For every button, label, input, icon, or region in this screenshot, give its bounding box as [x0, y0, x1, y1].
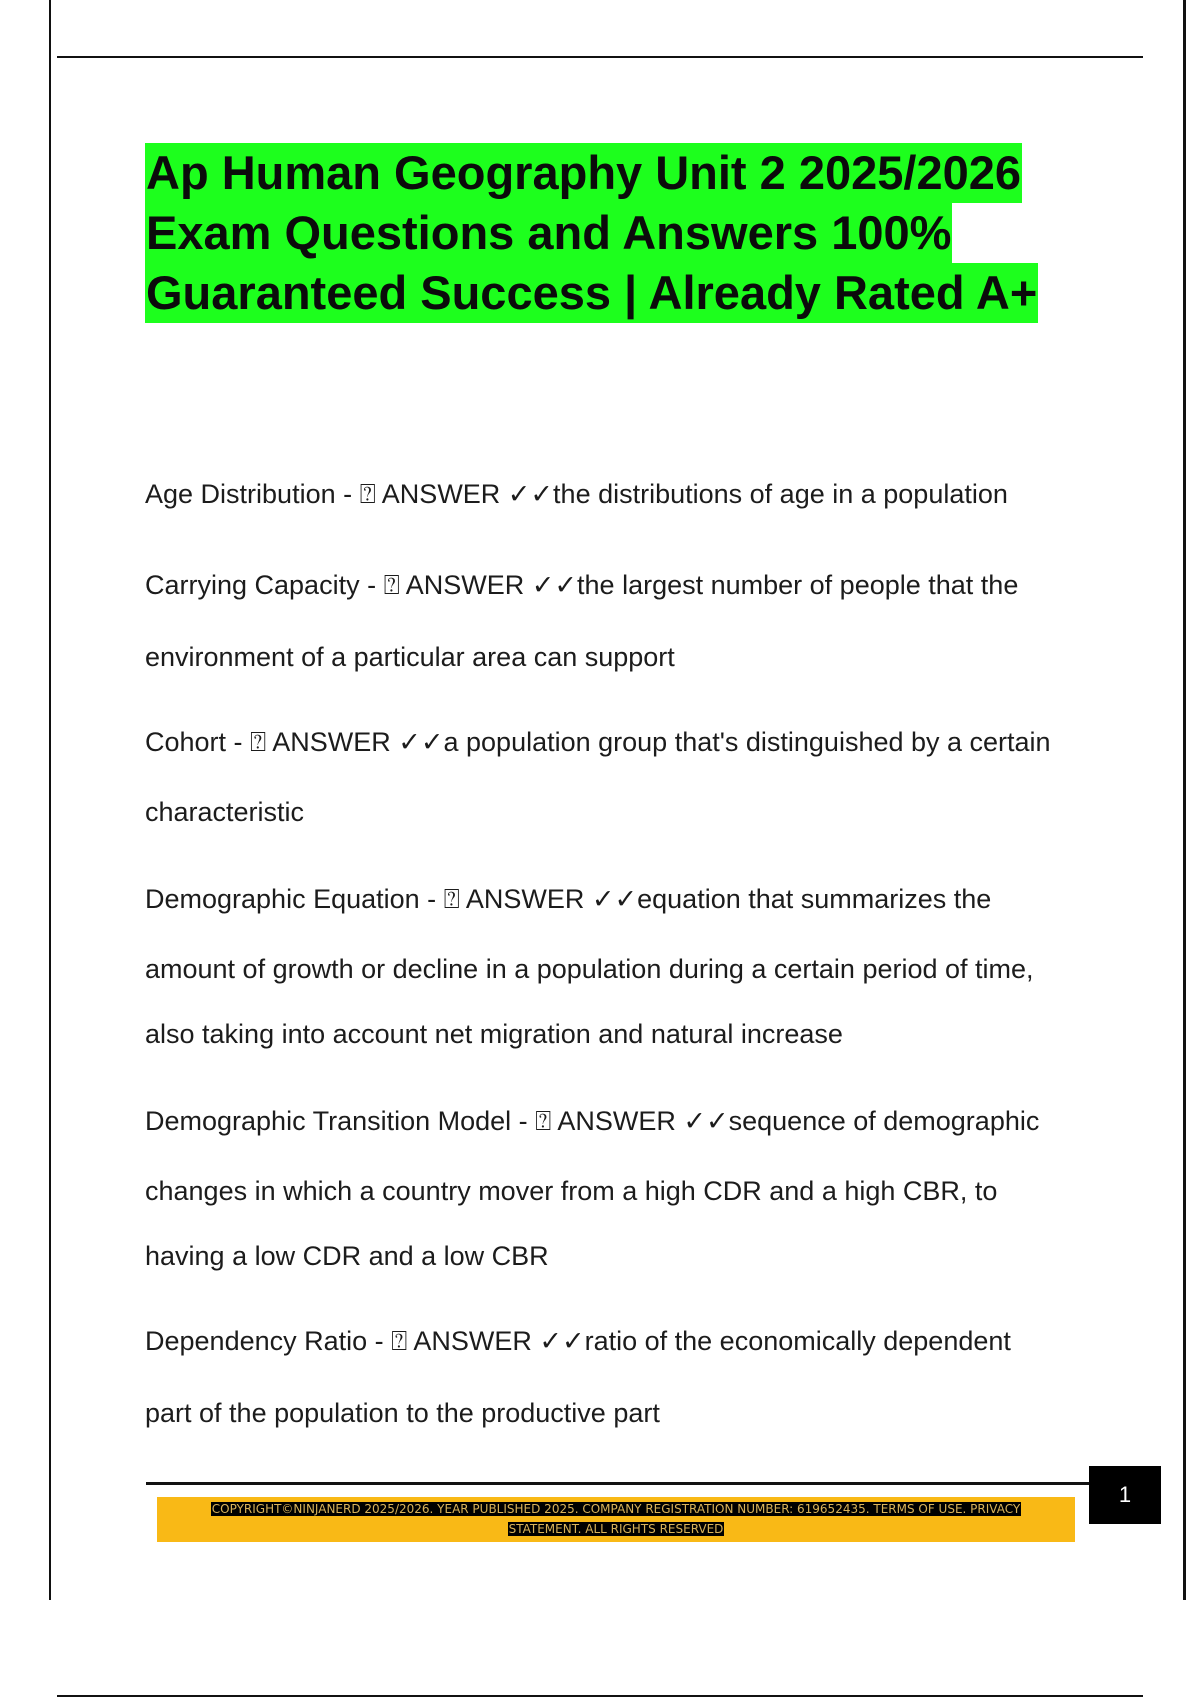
entry-line: Demographic Equation - ⍰ ANSWER ✓✓equation that summarizes the [145, 884, 992, 914]
page-left-border [49, 0, 51, 1600]
page-right-border [1183, 0, 1186, 1600]
copyright-line-2: STATEMENT. ALL RIGHTS RESERVED [508, 1522, 724, 1536]
copyright-line-1: COPYRIGHT©NINJANERD 2025/2026. YEAR PUBLISHED 2025. COMPANY REGISTRATION NUMBER: 619652435. TERMS OF USE. PRIVACY [211, 1502, 1021, 1516]
next-page-top-rule [57, 1695, 1143, 1697]
entry-line: environment of a particular area can support [145, 642, 675, 673]
entry-line: Demographic Transition Model - ⍰ ANSWER ✓✓sequence of demographic [145, 1106, 1040, 1136]
entry-line: changes in which a country mover from a high CDR and a high CBR, to [145, 1176, 998, 1207]
qa-entry-carrying-capacity [145, 569, 1018, 674]
entry-line: amount of growth or decline in a population during a certain period of time, [145, 954, 1034, 985]
entry-line: also taking into account net migration and natural increase [145, 1018, 843, 1049]
qa-entry-demographic-equation [145, 883, 1034, 1050]
entry-line: Age Distribution - ⍰ ANSWER ✓✓the distributions of age in a population [145, 479, 1008, 509]
qa-entry-dependency-ratio [145, 1325, 1011, 1430]
qa-entry-cohort [145, 726, 1051, 829]
entry-line: part of the population to the productive part [145, 1398, 660, 1429]
entry-line: Carrying Capacity - ⍰ ANSWER ✓✓the largest number of people that the [145, 570, 1019, 600]
title-line-1: Ap Human Geography Unit 2 2025/2026 [145, 143, 1022, 203]
document-title [145, 143, 1105, 323]
entry-line: having a low CDR and a low CBR [145, 1240, 549, 1271]
qa-entry-age-distribution [145, 478, 1008, 510]
entry-line: characteristic [145, 797, 305, 828]
page-number: 1 [1089, 1466, 1161, 1524]
copyright-notice [157, 1497, 1075, 1542]
entry-line: Cohort - ⍰ ANSWER ✓✓a population group that's distinguished by a certain [145, 727, 1051, 757]
title-line-3: Guaranteed Success | Already Rated A+ [145, 263, 1038, 323]
qa-entry-demographic-transition-model [145, 1105, 1039, 1272]
page-top-rule [57, 56, 1143, 58]
title-line-2: Exam Questions and Answers 100% [145, 203, 952, 263]
entry-line: Dependency Ratio - ⍰ ANSWER ✓✓ratio of the economically dependent [145, 1326, 1011, 1356]
footer-rule [146, 1482, 1091, 1485]
